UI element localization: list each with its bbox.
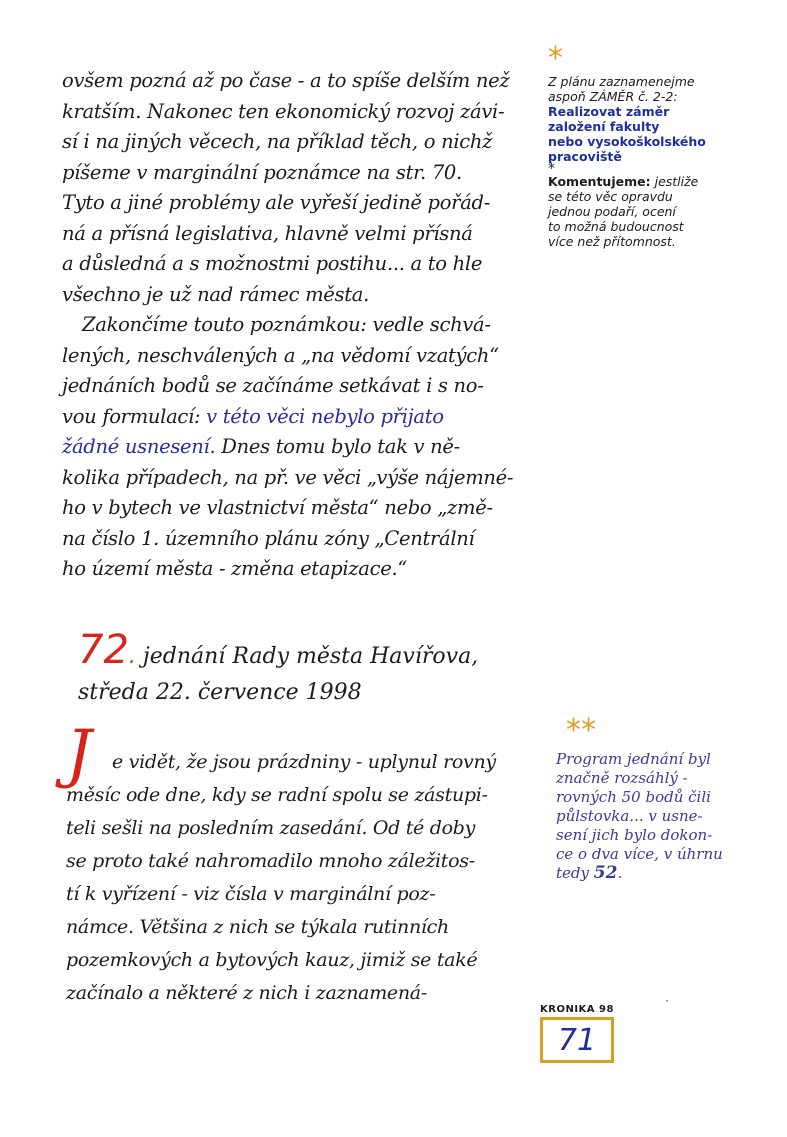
text-line: kolika případech, na př. ve věci „výše nájemné- <box>62 465 514 489</box>
section-2 <box>66 717 546 1010</box>
text-line: píšeme v marginální poznámce na str. 70. <box>62 160 462 184</box>
margin-text: Z plánu zaznamenejme <box>548 74 695 89</box>
text-line: pozemkových a bytových kauz, jimiž se také <box>66 949 478 971</box>
text-line: jednáních bodů se začínáme setkávat i s no- <box>62 374 484 397</box>
pencil-mark: · <box>665 994 669 1008</box>
margin-blue-text: založení fakulty <box>548 119 660 134</box>
text-fragment: vou formulací: <box>62 404 201 428</box>
text-line: ovšem pozná až po čase - a to spíše delším než <box>62 69 510 92</box>
margin-total-line <box>556 864 766 883</box>
margin-text: rovných 50 bodů čili <box>556 788 711 806</box>
text-line: na číslo 1. územního plánu zóny „Centrální <box>62 526 475 550</box>
margin-text: ce o dva více, v úhrnu <box>556 845 723 863</box>
margin-text: jestliže <box>654 174 699 189</box>
margin-text: se této věc opravdu <box>548 189 673 204</box>
text-line: ho území města - změna etapizace.“ <box>62 557 408 580</box>
margin-text: značně rozsáhlý - <box>556 769 688 787</box>
text-line: začínalo a některé z nich i zaznamená- <box>66 982 427 1004</box>
text-line: kratším. Nakonec ten ekonomický rozvoj závi- <box>62 99 505 123</box>
text-line: teli sešli na posledním zasedání. Od té doby <box>66 817 476 839</box>
text-line: a důsledná a s možnostmi postihu... a to hle <box>62 252 483 275</box>
session-number: 72 <box>78 627 129 673</box>
text-line: Zakončíme touto poznámkou: vedle schvá- <box>82 313 491 336</box>
star-icon: * <box>548 41 563 76</box>
text-line: lených, neschválených a „na vědomí vzatých“ <box>62 343 499 367</box>
text-line: měsíc ode dne, kdy se radní spolu se zástupi- <box>66 784 488 806</box>
text-line: Tyto a jiné problémy ale vyřeší jedině pořád- <box>62 191 490 214</box>
session-date: středa 22. července 1998 <box>78 680 362 705</box>
small-star-icon: * <box>548 161 555 177</box>
text-fragment: Dnes tomu bylo tak v ně- <box>221 435 460 458</box>
text-line: tí k vyřízení - viz čísla v marginální poz- <box>66 883 436 905</box>
text-line: námce. Většina z nich se týkala rutinních <box>66 916 449 938</box>
main-text-column <box>62 66 532 585</box>
margin-blue-text: pracoviště <box>548 149 622 164</box>
session-number-dot: . <box>128 644 136 669</box>
margin-blue-text: Realizovat záměr <box>548 104 670 119</box>
chronicle-label: KRONIKA 98 <box>540 1004 614 1015</box>
session-title: jednání Rady města Havířova, <box>142 644 479 669</box>
margin-text: více než přítomnost. <box>548 234 676 249</box>
text-line <box>62 402 532 433</box>
margin-text: aspoň ZÁMĚR č. 2-2: <box>548 89 678 104</box>
session-heading <box>78 627 479 709</box>
margin-text: to možná budoucnost <box>548 219 684 234</box>
margin-text: tedy <box>556 864 589 882</box>
margin-note-1 <box>548 41 758 249</box>
margin-text: . <box>617 864 623 882</box>
text-line: ná a přísná legislativa, hlavně velmi přísná <box>62 221 473 245</box>
page-footer <box>540 1004 614 1063</box>
margin-text: sení jich bylo dokon- <box>556 826 713 844</box>
margin-blue-text: nebo vysokoškolského <box>548 134 706 149</box>
text-line: sí i na jiných věcech, na příklad těch, o nichž <box>62 130 493 153</box>
margin-note-2 <box>556 713 766 883</box>
blue-quote: v této věci nebylo přijato <box>206 404 444 428</box>
page-number: 71 <box>557 1022 597 1058</box>
margin-text: Program jednání byl <box>556 750 711 768</box>
text-line: ho v bytech ve vlastnictví města“ nebo „změ- <box>62 496 493 519</box>
text-line: všechno je už nad rámec města. <box>62 282 370 306</box>
page-number-box <box>540 1017 614 1063</box>
session-heading-line-1 <box>78 627 479 677</box>
total-count: 52 <box>593 863 618 883</box>
text-line: se proto také nahromadilo mnoho záležitos- <box>66 850 475 872</box>
drop-cap: J <box>66 717 92 791</box>
double-star-icon: ** <box>566 713 596 748</box>
margin-text: půlstovka... v usne- <box>556 807 703 825</box>
margin-text: jednou podaří, ocení <box>548 204 676 219</box>
text-line: e vidět, že jsou prázdniny - uplynul rovný <box>112 751 496 773</box>
blue-quote: žádné usnesení. <box>62 435 216 458</box>
comment-label: Komentujeme: <box>548 174 651 189</box>
text-line <box>62 432 532 463</box>
margin-comment-line <box>548 174 758 189</box>
